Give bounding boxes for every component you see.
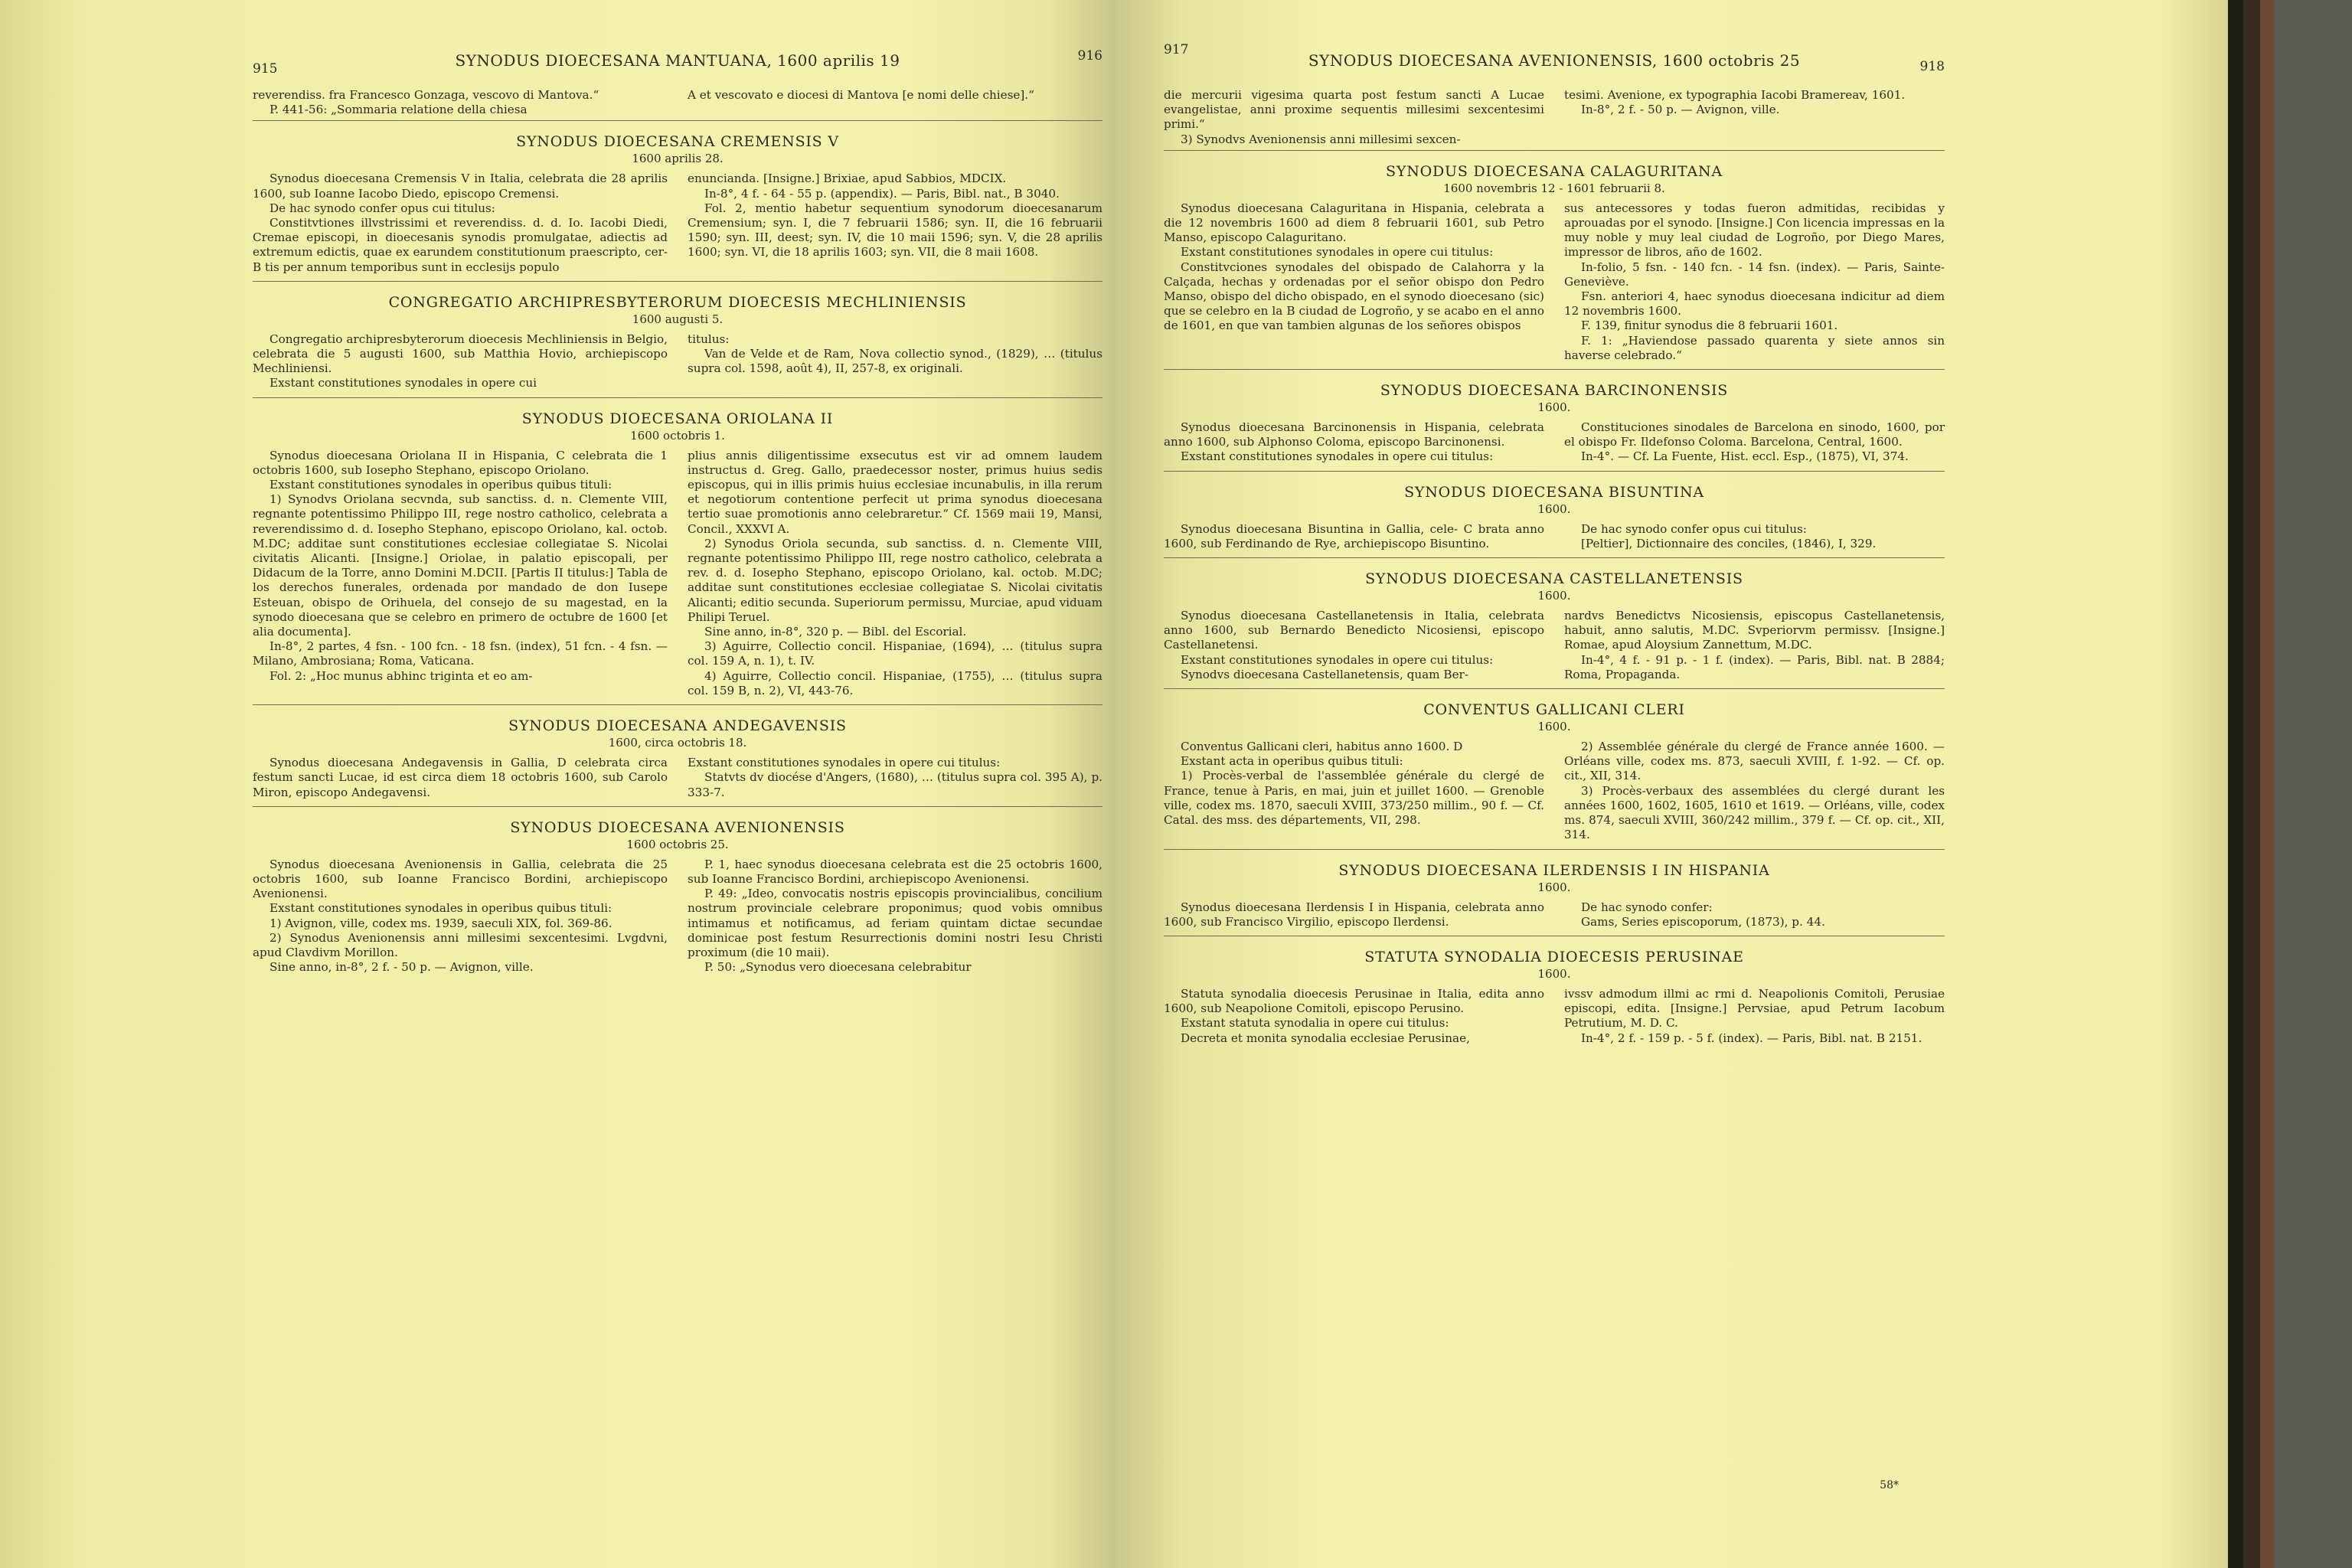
entry-castellanetensis xyxy=(1164,570,1945,682)
paragraph: Fol. 2, mentio habetur sequentium synodorum dioecesanarum Cremensium; syn. I, die 7 februarii 1586; syn. II, die 16 februarii 1590; syn. III, deest; syn. IV, die 10 maii 1596; syn. V, die 28 aprilis 1600; syn. VI, die 18 aprilis 1603; syn. VII, die 8 maii 1608. xyxy=(688,201,1102,260)
paragraph: Exstant constitutiones synodales in opere cui titulus: xyxy=(1181,449,1494,464)
entry-avenionensis xyxy=(253,819,1102,975)
paragraph: Fol. 2: „Hoc munus abhinc triginta et eo am- xyxy=(270,668,533,683)
paragraph: Exstant constitutiones synodales in operibus quibus tituli: xyxy=(270,901,612,916)
folio-signature: 58* xyxy=(1880,1479,1899,1491)
paragraph: Fsn. anteriori 4, haec synodus dioecesana indicitur ad diem 12 novembris 1600. xyxy=(1564,289,1945,318)
entry-calaguritana xyxy=(1164,163,1945,363)
page-number: 918 xyxy=(1919,59,1945,74)
section-divider xyxy=(1164,150,1945,151)
entry-ilerdensis xyxy=(1164,862,1945,929)
paragraph: Synodus dioecesana Cremensis V in Italia, celebrata die 28 aprilis 1600, sub Ioanne Iacobo Diedo, episcopo Cremensi. xyxy=(253,172,668,201)
paragraph: A et vescovato e diocesi di Mantova [e nomi delle chiese].“ xyxy=(688,88,1034,102)
section-divider xyxy=(1164,849,1945,850)
paragraph: ivssv admodum illmi ac rmi d. Neapolionis Comitoli, Perusiae episcopi, edita. [Insigne.] Pervsiae, apud Petrum Iacobum Petrutium, M. D. C. xyxy=(1564,986,1945,1031)
section-title: SYNODUS DIOECESANA CALAGURITANA xyxy=(1386,162,1723,180)
entry-andegavensis xyxy=(253,717,1102,800)
paragraph: Gams, Series episcoporum, (1873), p. 44. xyxy=(1581,914,1825,929)
page-number: 916 xyxy=(1077,48,1102,64)
section-date: 1600. xyxy=(1537,400,1571,415)
entry-oriolana xyxy=(253,410,1102,698)
entry-perusinae xyxy=(1164,949,1945,1046)
section-title: SYNODUS DIOECESANA AVENIONENSIS xyxy=(510,818,845,836)
entry-cremensis xyxy=(253,133,1102,274)
book-edge xyxy=(2243,0,2352,1568)
page-number: 917 xyxy=(1164,42,1189,57)
paragraph: Constitvtiones illvstrissimi et reverendiss. d. d. Io. Iacobi Diedi, Cremae episcopi, in dioecesanis synodis promulgatae, adiectis ad extremum edictis, quae ex earundem constitutionum praescripto, cer- B tis per annum temporibus sunt in ecclesijs populo xyxy=(253,216,668,274)
paragraph: reverendiss. fra Francesco Gonzaga, vescovo di Mantova.“ xyxy=(253,88,599,102)
section-divider xyxy=(1164,557,1945,558)
paragraph: Congregatio archipresbyterorum dioecesis Mechliniensis in Belgio, celebrata die 5 augusti 1600, sub Matthia Hovio, archiepiscopo Mechliniensi. xyxy=(253,332,668,376)
section-divider xyxy=(253,397,1102,398)
section-date: 1600 augusti 5. xyxy=(632,312,724,326)
book-cover xyxy=(2260,0,2274,1568)
continuation-text xyxy=(253,88,1102,117)
section-divider xyxy=(253,704,1102,705)
paragraph: F. 139, finitur synodus die 8 februarii 1601. xyxy=(1581,318,1838,333)
running-title: SYNODUS DIOECESANA AVENIONENSIS, 1600 octobris 25 xyxy=(1308,51,1801,70)
paragraph: Exstant statuta synodalia in opere cui titulus: xyxy=(1181,1016,1449,1031)
section-title: CONGREGATIO ARCHIPRESBYTERORUM DIOECESIS MECHLINIENSIS xyxy=(388,293,967,311)
section-divider xyxy=(1164,688,1945,689)
paragraph: 2) Synodus Oriola secunda, sub sanctiss. d. n. Clemente VIII, regnante potentissimo Philippo III, rege nostro catholico, celebrata a rev. d. d. Iosepho Stephano, episcopo Oriolano, kal. octob. M.DC; additae sunt constitutiones ecclesiae collegiatae S. Nicolai civitatis Alicanti; editio secunda. Superiorum permissu, Murciae, apud viduam Philipi Teruel. xyxy=(688,536,1102,624)
paragraph: Exstant constitutiones synodales in opere cui xyxy=(270,376,537,390)
left-page xyxy=(253,0,1102,1568)
page-number: 915 xyxy=(253,61,278,77)
paragraph: In-8°, 4 f. - 64 - 55 p. (appendix). — Paris, Bibl. nat., B 3040. xyxy=(704,186,1060,201)
running-title: SYNODUS DIOECESANA MANTUANA, 1600 aprilis 19 xyxy=(455,51,900,70)
paragraph: P. 1, haec synodus dioecesana celebrata est die 25 octobris 1600, sub Ioanne Francisco Bordini, archiepiscopo Avenionensi. xyxy=(688,857,1102,886)
paragraph: Synodus dioecesana Barcinonensis in Hispania, celebrata anno 1600, sub Alphonso Coloma, episcopo Barcinonensi. xyxy=(1164,420,1544,449)
paragraph: 2) Synodus Avenionensis anni millesimi sexcentesimi. Lvgdvni, apud Clavdivm Morillon. xyxy=(253,930,668,959)
section-title: CONVENTUS GALLICANI CLERI xyxy=(1423,701,1685,719)
section-date: 1600 aprilis 28. xyxy=(632,152,724,166)
paragraph: P. 441-56: „Sommaria relatione della chiesa xyxy=(270,103,528,117)
paragraph: 1) Procès-verbal de l'assemblée générale du clergé de France, tenue à Paris, en mai, juin et juillet 1600. — Grenoble ville, codex ms. 1870, saeculi XVIII, 373/250 millim., 90 f. — Cf. Catal. des mss. des départements, VII, 298. xyxy=(1164,769,1544,828)
paragraph: [Peltier], Dictionnaire des conciles, (1846), I, 329. xyxy=(1581,536,1877,550)
paragraph: P. 50: „Synodus vero dioecesana celebrabitur xyxy=(704,960,972,975)
paragraph: In-4°. — Cf. La Fuente, Hist. eccl. Esp., (1875), VI, 374. xyxy=(1581,449,1909,464)
section-title: SYNODUS DIOECESANA CASTELLANETENSIS xyxy=(1365,570,1743,588)
section-divider xyxy=(253,806,1102,807)
paragraph: 3) Synodvs Avenionensis anni millesimi sexcen- xyxy=(1181,132,1461,146)
entry-bisuntina xyxy=(1164,484,1945,551)
paragraph: Statuta synodalia dioecesis Perusinae in Italia, edita anno 1600, sub Neapolione Comitoli, episcopo Perusino. xyxy=(1164,986,1544,1016)
right-page-header xyxy=(1164,42,1945,88)
paragraph: Conventus Gallicani cleri, habitus anno 1600. D xyxy=(1181,740,1463,754)
paragraph: plius annis diligentissime exsecutus est vir ad omnem laudem instructus d. Greg. Gallo, praedecessor noster, primus huius sedis episcopus, qui in illis primis huius ecclesiae incunabulis, in illa rerum et negotiorum contentione perfecit ut prima synodus dioecesana tertio suae promotionis anno celebraretur.“ Cf. 1569 maii 19, Mansi, Concil., XXXVI A. xyxy=(688,448,1102,536)
section-title: SYNODUS DIOECESANA BARCINONENSIS xyxy=(1380,382,1729,400)
entry-conventus-gallicani xyxy=(1164,701,1945,842)
right-page xyxy=(1164,0,1945,1568)
section-date: 1600. xyxy=(1537,966,1571,981)
paragraph: 3) Procès-verbaux des assemblées du clergé durant les années 1600, 1602, 1605, 1610 et 1619. — Orléans, ville, codex ms. 874, saeculi XVIII, 360/242 millim., 379 f. — Cf. op. cit., XII, 314. xyxy=(1564,783,1945,842)
paragraph: Exstant constitutiones synodales in opere cui titulus: xyxy=(1181,652,1494,667)
paragraph: titulus: xyxy=(688,332,730,346)
section-title: SYNODUS DIOECESANA ORIOLANA II xyxy=(521,410,834,427)
paragraph: Van de Velde et de Ram, Nova collectio synod., (1829), … (titulus supra col. 1598, août 4), II, 257-8, ex originali. xyxy=(688,347,1102,376)
left-page-header xyxy=(253,42,1102,88)
section-divider xyxy=(1164,471,1945,472)
paragraph: nardvs Benedictvs Nicosiensis, episcopus Castellanetensis, habuit, anno salutis, M.DC. Svperiorvm permissv. [Insigne.] Romae, apud Aloysium Zannettum, M.DC. xyxy=(1564,609,1945,652)
paragraph: tesimi. Avenione, ex typographia Iacobi Bramereav, 1601. xyxy=(1564,88,1906,102)
paragraph: sus antecessores y todas fueron admitidas, recibidas y aprouadas por el synodo. [Insigne.] Con licencia impressas en la muy noble y muy leal ciudad de Logroño, por Diego Mares, impressor de libros, año de 1602. xyxy=(1564,201,1945,260)
paragraph: De hac synodo confer: xyxy=(1581,900,1713,914)
paragraph: 3) Aguirre, Collectio concil. Hispaniae, (1694), … (titulus supra col. 159 A, n. 1), t. IV. xyxy=(688,639,1102,668)
paragraph: In-4°, 4 f. - 91 p. - 1 f. (index). — Paris, Bibl. nat. B 2884; Roma, Propaganda. xyxy=(1564,652,1945,681)
paragraph: Exstant constitutiones synodales in operibus quibus tituli: xyxy=(270,478,612,492)
paragraph: Decreta et monita synodalia ecclesiae Perusinae, xyxy=(1181,1031,1470,1045)
paragraph: Synodus dioecesana Oriolana II in Hispania, C celebrata die 1 octobris 1600, sub Iosepho Stephano, episcopo Oriolano. xyxy=(253,448,668,477)
paragraph: 4) Aguirre, Collectio concil. Hispaniae, (1755), … (titulus supra col. 159 B, n. 2), VI, 443-76. xyxy=(688,668,1102,697)
book-binding xyxy=(2243,0,2260,1568)
section-divider xyxy=(253,281,1102,282)
section-date: 1600. xyxy=(1537,501,1571,516)
paragraph: In-4°, 2 f. - 159 p. - 5 f. (index). — Paris, Bibl. nat. B 2151. xyxy=(1581,1031,1922,1045)
paragraph: In-8°, 2 f. - 50 p. — Avignon, ville. xyxy=(1581,103,1780,117)
paragraph: Synodus dioecesana Castellanetensis in Italia, celebrata anno 1600, sub Bernardo Benedicto Nicosiensi, episcopo Castellanetensi. xyxy=(1164,609,1544,652)
section-date: 1600, circa octobris 18. xyxy=(608,736,747,750)
paragraph: Constitvciones synodales del obispado de Calahorra y la Calçada, hechas y ordenadas por el señor obispo don Pedro Manso, obispo del dicho obispado, en el synodo dioecesano (sic) que se celebro en la B ciudad de Logroño, y se acabo en el anno de 1601, en que van tambien algunas de los señores obispos xyxy=(1164,260,1544,333)
section-title: SYNODUS DIOECESANA BISUNTINA xyxy=(1404,483,1704,501)
paragraph: Synodus dioecesana Avenionensis in Gallia, celebrata die 25 octobris 1600, sub Ioanne Francisco Bordini, archiepiscopo Avenionensi. xyxy=(253,857,668,901)
paragraph: 2) Assemblée générale du clergé de France année 1600. — Orléans ville, codex ms. 873, saeculi XVIII, f. 1-92. — Cf. op. cit., XII, 314. xyxy=(1564,740,1945,783)
entry-barcinonensis xyxy=(1164,382,1945,465)
paragraph: Exstant acta in operibus quibus tituli: xyxy=(1181,754,1403,769)
section-date: 1600. xyxy=(1537,880,1571,894)
paragraph: F. 1: „Haviendose passado quarenta y siete annos sin haverse celebrado.“ xyxy=(1564,333,1945,362)
paragraph: Sine anno, in-8°, 2 f. - 50 p. — Avignon, ville. xyxy=(270,960,534,975)
section-date: 1600. xyxy=(1537,720,1571,734)
paragraph: In-folio, 5 fsn. - 140 fcn. - 14 fsn. (index). — Paris, Sainte-Geneviève. xyxy=(1564,260,1945,289)
paragraph: Sine anno, in-8°, 320 p. — Bibl. del Escorial. xyxy=(704,625,967,639)
section-title: STATUTA SYNODALIA DIOECESIS PERUSINAE xyxy=(1364,948,1744,965)
section-title: SYNODUS DIOECESANA ANDEGAVENSIS xyxy=(508,717,847,735)
section-date: 1600. xyxy=(1537,589,1571,603)
entry-mechliniensis xyxy=(253,294,1102,391)
paragraph: Constituciones sinodales de Barcelona en sinodo, 1600, por el obispo Fr. Ildefonso Coloma. Barcelona, Central, 1600. xyxy=(1564,420,1945,449)
paragraph: De hac synodo confer opus cui titulus: xyxy=(1581,521,1807,536)
paragraph: die mercurii vigesima quarta post festum sancti A Lucae evangelistae, anni proxime sequentis millesimi sexcentesimi primi.“ xyxy=(1164,88,1544,132)
paragraph: In-8°, 2 partes, 4 fsn. - 100 fcn. - 18 fsn. (index), 51 fcn. - 4 fsn. — Milano, Ambrosiana; Roma, Vaticana. xyxy=(253,639,668,668)
paragraph: 1) Synodvs Oriolana secvnda, sub sanctiss. d. n. Clemente VIII, regnante potentissimo Philippo III, rege nostro catholico, celebrata a reverendissimo d. d. Iosepho Stephano, episcopo Oriolano, kal. octob. M.DC; additae sunt constitutiones ecclesiae collegiatae S. Nicolai civitatis Alicanti. [Insigne.] Oriolae, in palatio episcopali, per Didacum de la Torre, anno Domini M.DCII. [Partis II titulus:] Tabla de los derechos funerales, ordenada por mandado de don Iusepe Esteuan, obispo de Orihuela, del consejo de su magestad, en la synodo dioecesana que se celebro en primero de octubre de 1600 [et alia documenta]. xyxy=(253,492,668,639)
section-title: SYNODUS DIOECESANA CREMENSIS V xyxy=(516,133,839,151)
paragraph: P. 49: „Ideo, convocatis nostris episcopis provincialibus, concilium nostrum provinciale celebrare proponimus; quod vobis omnibus intimamus et notificamus, ad feriam quintam dictae secundae dominicae post festum Resurrectionis domini nostri Iesu Christi proximum (die 10 maii). xyxy=(688,887,1102,959)
paragraph: Synodus dioecesana Andegavensis in Gallia, D celebrata circa festum sancti Lucae, id est circa diem 18 octobris 1600, sub Carolo Miron, episcopo Andegavensi. xyxy=(253,756,668,799)
paragraph: enuncianda. [Insigne.] Brixiae, apud Sabbios, MDCIX. xyxy=(688,172,1007,186)
paragraph: Synodvs dioecesana Castellanetensis, quam Ber- xyxy=(1181,667,1468,681)
section-date: 1600 octobris 25. xyxy=(626,837,729,851)
paragraph: Synodus dioecesana Calaguritana in Hispania, celebrata a die 12 novembris 1600 ad diem 8 februarii 1601, sub Petro Manso, episcopo Calaguritano. xyxy=(1164,201,1544,245)
paragraph: Synodus dioecesana Ilerdensis I in Hispania, celebrata anno 1600, sub Francisco Virgilio, episcopo Ilerdensi. xyxy=(1164,900,1544,929)
section-date: 1600 octobris 1. xyxy=(630,428,725,443)
section-divider xyxy=(253,120,1102,121)
paragraph: Synodus dioecesana Bisuntina in Gallia, cele- C brata anno 1600, sub Ferdinando de Rye, archiepiscopo Bisuntino. xyxy=(1164,521,1544,550)
section-date: 1600 novembris 12 - 1601 februarii 8. xyxy=(1443,181,1665,195)
paragraph: De hac synodo confer opus cui titulus: xyxy=(270,201,495,215)
paragraph: Statvts dv diocése d'Angers, (1680), … (titulus supra col. 395 A), p. 333-7. xyxy=(688,770,1102,799)
paragraph: Exstant constitutiones synodales in opere cui titulus: xyxy=(1181,245,1494,260)
paragraph: Exstant constitutiones synodales in opere cui titulus: xyxy=(688,756,1001,770)
section-title: SYNODUS DIOECESANA ILERDENSIS I IN HISPANIA xyxy=(1338,861,1770,879)
section-divider xyxy=(1164,369,1945,370)
paragraph: 1) Avignon, ville, codex ms. 1939, saeculi XIX, fol. 369-86. xyxy=(270,916,612,930)
continuation-text xyxy=(1164,88,1945,147)
